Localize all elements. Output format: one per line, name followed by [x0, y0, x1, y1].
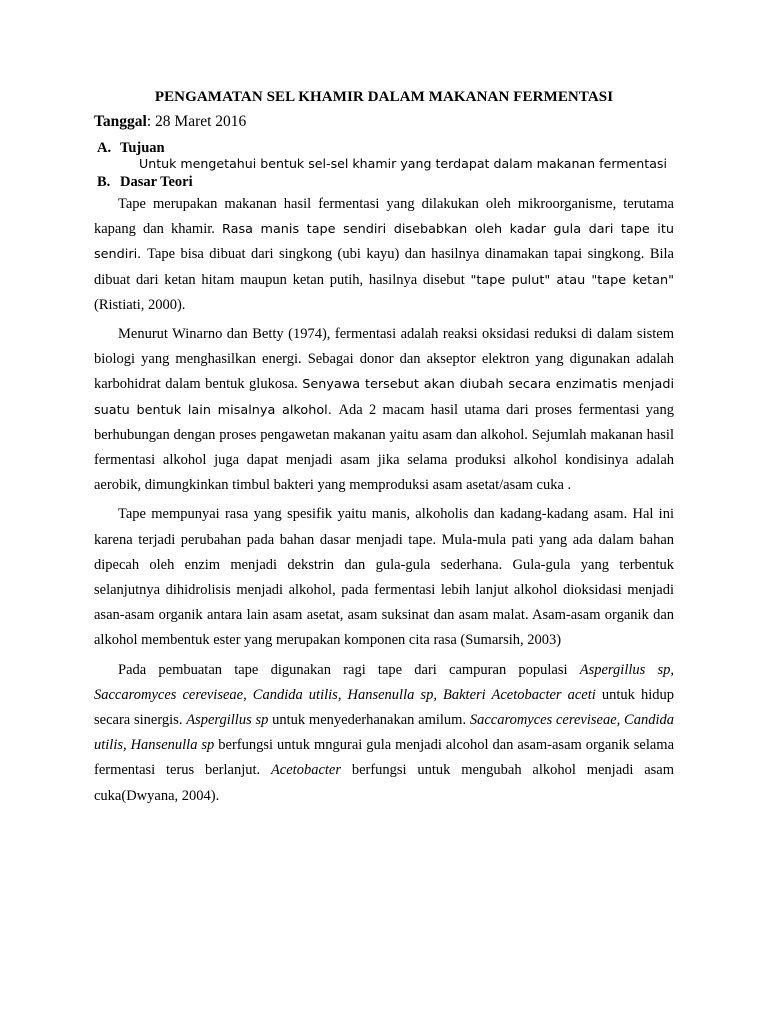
p1-quoted-names: "tape pulut" atau "tape ketan"	[470, 272, 674, 288]
p2-sentence-4: Sejumlah makanan hasil fermentasi alkohol juga dapat menjadi asam jika selama produksi alkohol kondisinya adalah aerobik, dimungkinkan timbul bakteri yang memproduksi asam asetat/asam cuka .	[94, 426, 674, 494]
p1-sentence-2: Rasa manis tape sendiri disebabkan oleh kadar gula dari tape itu sendiri.	[94, 222, 674, 263]
p1-sentence-1: Tape merupakan makanan hasil fermentasi yang dilakukan oleh mikroorganisme, terutama kapang dan khamir.	[94, 196, 674, 238]
date-separator: :	[146, 113, 156, 130]
date-label: Tanggal	[94, 113, 147, 130]
date-line	[94, 112, 246, 132]
p2-sentence-2: Senyawa tersebut akan diubah secara enzimatis menjadi suatu bentuk lain misalnya alkohol.	[94, 377, 675, 418]
p1-sentence-3: Tape bisa dibuat dari singkong (ubi kayu) dan hasilnya dinamakan tapai singkong. Bila dibuat dari ketan hitam maupun ketan putih, hasilnya disebut	[94, 246, 674, 288]
date-value: 28 Maret 2016	[155, 113, 247, 130]
document-title: PENGAMATAN SEL KHAMIR DALAM MAKANAN FERMENTASI	[154, 89, 614, 105]
paragraph-3	[94, 502, 674, 653]
section-b-letter: B.	[97, 174, 111, 190]
p4-species-list: Aspergillus sp, Saccaromyces cereviseae, Candida utilis, Hansenulla sp, Bakteri Acetobacter aceti	[94, 661, 674, 703]
section-b-heading	[97, 172, 193, 192]
p4-text-1: Pada pembuatan tape digunakan ragi tape dari campuran populasi	[118, 661, 580, 678]
p2-sentence-3: Ada 2 macam hasil utama dari proses fermentasi yang berhubungan dengan proses pengawetan makanan yaitu asam dan alkohol.	[94, 401, 674, 443]
p4-species-yeasts: Saccaromyces cereviseae, Candida utilis, Hansenulla sp	[94, 712, 674, 754]
paragraph-1	[94, 192, 674, 318]
p1-citation: (Ristiati, 2000).	[94, 296, 186, 313]
p4-text-4: berfungsi untuk mngurai gula menjadi alcohol dan asam-asam organik selama fermentasi terus berlanjut.	[94, 737, 674, 779]
p4-text-5: berfungsi untuk mengubah alkohol menjadi asam cuka(Dwyana, 2004).	[94, 762, 675, 804]
section-a-text: Untuk mengetahui bentuk sel-sel khamir yang terdapat dalam makanan fermentasi	[139, 156, 667, 171]
p4-species-acetobacter: Acetobacter	[270, 762, 342, 779]
p4-species-aspergillus: Aspergillus sp	[186, 712, 269, 729]
paragraph-2	[94, 322, 674, 498]
section-a-letter: A.	[97, 140, 112, 156]
p4-text-3: untuk menyederhanakan amilum.	[268, 712, 470, 729]
theory-body	[94, 192, 674, 809]
section-b-title: Dasar Teori	[120, 174, 193, 190]
p3-text: Tape mempunyai rasa yang spesifik yaitu manis, alkoholis dan kadang-kadang asam. Hal ini karena terjadi perubahan pada bahan dasar menjadi tape. Mula-mula pati yang ada dalam bahan dipecah oleh enzim menjadi dekstrin dan gula-gula sederhana. Gula-gula yang terbentuk selanjutnya dihidrolisis menjadi alkohol, pada fermentasi lebih lanjut alkohol dioksidasi menjadi asan-asam organik antara lain asam asetat, asam suksinat dan asam malat. Asam-asam organik dan alkohol membentuk ester yang merupakan komponen cita rasa (Sumarsih, 2003)	[94, 506, 674, 649]
paragraph-4	[94, 658, 674, 809]
p4-text-2: untuk hidup secara sinergis.	[94, 686, 674, 729]
section-a-title: Tujuan	[120, 140, 165, 156]
p2-sentence-1: Menurut Winarno dan Betty (1974), fermentasi adalah reaksi oksidasi reduksi di dalam sistem biologi yang menghasilkan energi. Sebagai donor dan akseptor elektron yang digunakan adalah karbohidrat dalam bentuk glukosa.	[94, 326, 674, 393]
